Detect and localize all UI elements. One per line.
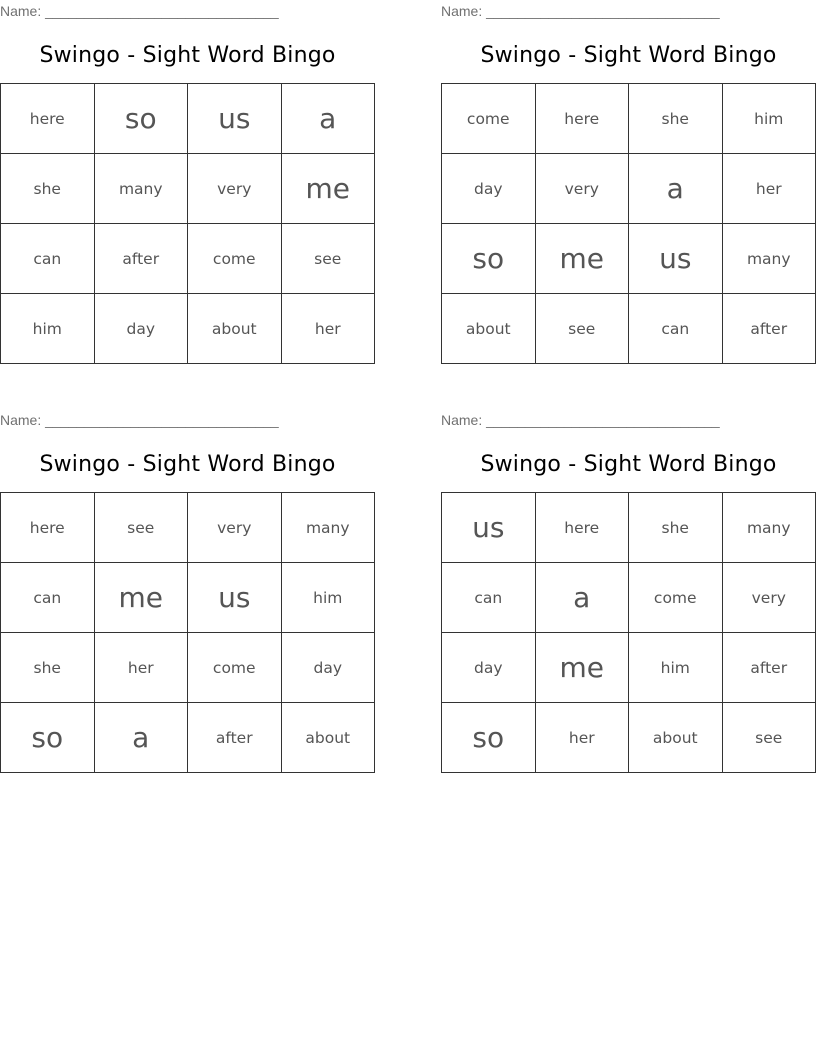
- bingo-grid: [0, 492, 375, 773]
- bingo-row: [442, 154, 816, 224]
- bingo-cell: many: [722, 224, 816, 294]
- bingo-row: [1, 493, 375, 563]
- name-field-label: Name: ______________________________: [441, 3, 720, 19]
- bingo-cell: after: [722, 633, 816, 703]
- bingo-cell: here: [535, 493, 629, 563]
- bingo-cell: her: [535, 703, 629, 773]
- card-title: Swingo - Sight Word Bingo: [39, 452, 336, 477]
- bingo-cell: very: [722, 563, 816, 633]
- bingo-cell: many: [281, 493, 375, 563]
- bingo-grid: [0, 83, 375, 364]
- bingo-cell: a: [629, 154, 723, 224]
- bingo-cell: can: [1, 563, 95, 633]
- card-title: Swingo - Sight Word Bingo: [480, 43, 777, 68]
- bingo-cell: after: [94, 224, 188, 294]
- bingo-cell: a: [281, 84, 375, 154]
- bingo-cell: a: [94, 703, 188, 773]
- bingo-cell: she: [629, 493, 723, 563]
- bingo-cell: very: [188, 154, 282, 224]
- bingo-cell: me: [535, 224, 629, 294]
- bingo-cell: us: [629, 224, 723, 294]
- bingo-cell: see: [535, 294, 629, 364]
- bingo-cell: about: [281, 703, 375, 773]
- bingo-row: [442, 294, 816, 364]
- bingo-cell: me: [535, 633, 629, 703]
- bingo-cell: us: [188, 563, 282, 633]
- bingo-cell: a: [535, 563, 629, 633]
- bingo-row: [442, 703, 816, 773]
- bingo-cell: see: [94, 493, 188, 563]
- bingo-cell: come: [188, 224, 282, 294]
- bingo-row: [442, 493, 816, 563]
- bingo-cell: very: [535, 154, 629, 224]
- bingo-cell: see: [722, 703, 816, 773]
- bingo-grid: [441, 83, 816, 364]
- bingo-cell: day: [281, 633, 375, 703]
- bingo-cell: so: [442, 703, 536, 773]
- bingo-cell: me: [94, 563, 188, 633]
- bingo-cell: here: [535, 84, 629, 154]
- bingo-row: [1, 84, 375, 154]
- name-field-label: Name: ______________________________: [0, 3, 279, 19]
- bingo-cell: about: [442, 294, 536, 364]
- bingo-cell: about: [188, 294, 282, 364]
- bingo-cell: very: [188, 493, 282, 563]
- bingo-cell: day: [94, 294, 188, 364]
- bingo-cell: so: [442, 224, 536, 294]
- bingo-cell: here: [1, 84, 95, 154]
- bingo-cell: she: [1, 154, 95, 224]
- bingo-cell: come: [188, 633, 282, 703]
- bingo-cell: us: [442, 493, 536, 563]
- bingo-cell: see: [281, 224, 375, 294]
- bingo-grid: [441, 492, 816, 773]
- bingo-cell: him: [629, 633, 723, 703]
- bingo-row: [442, 84, 816, 154]
- bingo-cell: can: [1, 224, 95, 294]
- bingo-row: [1, 563, 375, 633]
- bingo-cell: can: [629, 294, 723, 364]
- bingo-cell: day: [442, 154, 536, 224]
- bingo-cell: so: [1, 703, 95, 773]
- bingo-cell: him: [281, 563, 375, 633]
- bingo-cell: so: [94, 84, 188, 154]
- name-field-label: Name: ______________________________: [441, 412, 720, 428]
- bingo-cell: she: [629, 84, 723, 154]
- bingo-row: [1, 224, 375, 294]
- bingo-row: [1, 703, 375, 773]
- card-title: Swingo - Sight Word Bingo: [480, 452, 777, 477]
- bingo-cell: after: [722, 294, 816, 364]
- bingo-cell: her: [281, 294, 375, 364]
- bingo-cell: me: [281, 154, 375, 224]
- bingo-cell: about: [629, 703, 723, 773]
- bingo-cell: her: [722, 154, 816, 224]
- bingo-cell: she: [1, 633, 95, 703]
- bingo-cell: here: [1, 493, 95, 563]
- bingo-cell: him: [1, 294, 95, 364]
- bingo-cell: many: [722, 493, 816, 563]
- bingo-cell: her: [94, 633, 188, 703]
- bingo-row: [1, 294, 375, 364]
- bingo-cell: many: [94, 154, 188, 224]
- bingo-cell: come: [442, 84, 536, 154]
- bingo-cell: can: [442, 563, 536, 633]
- bingo-cell: him: [722, 84, 816, 154]
- card-title: Swingo - Sight Word Bingo: [39, 43, 336, 68]
- bingo-row: [1, 154, 375, 224]
- name-field-label: Name: ______________________________: [0, 412, 279, 428]
- bingo-row: [442, 563, 816, 633]
- bingo-cell: us: [188, 84, 282, 154]
- bingo-row: [442, 224, 816, 294]
- bingo-cell: after: [188, 703, 282, 773]
- bingo-row: [442, 633, 816, 703]
- bingo-cell: day: [442, 633, 536, 703]
- bingo-cell: come: [629, 563, 723, 633]
- bingo-row: [1, 633, 375, 703]
